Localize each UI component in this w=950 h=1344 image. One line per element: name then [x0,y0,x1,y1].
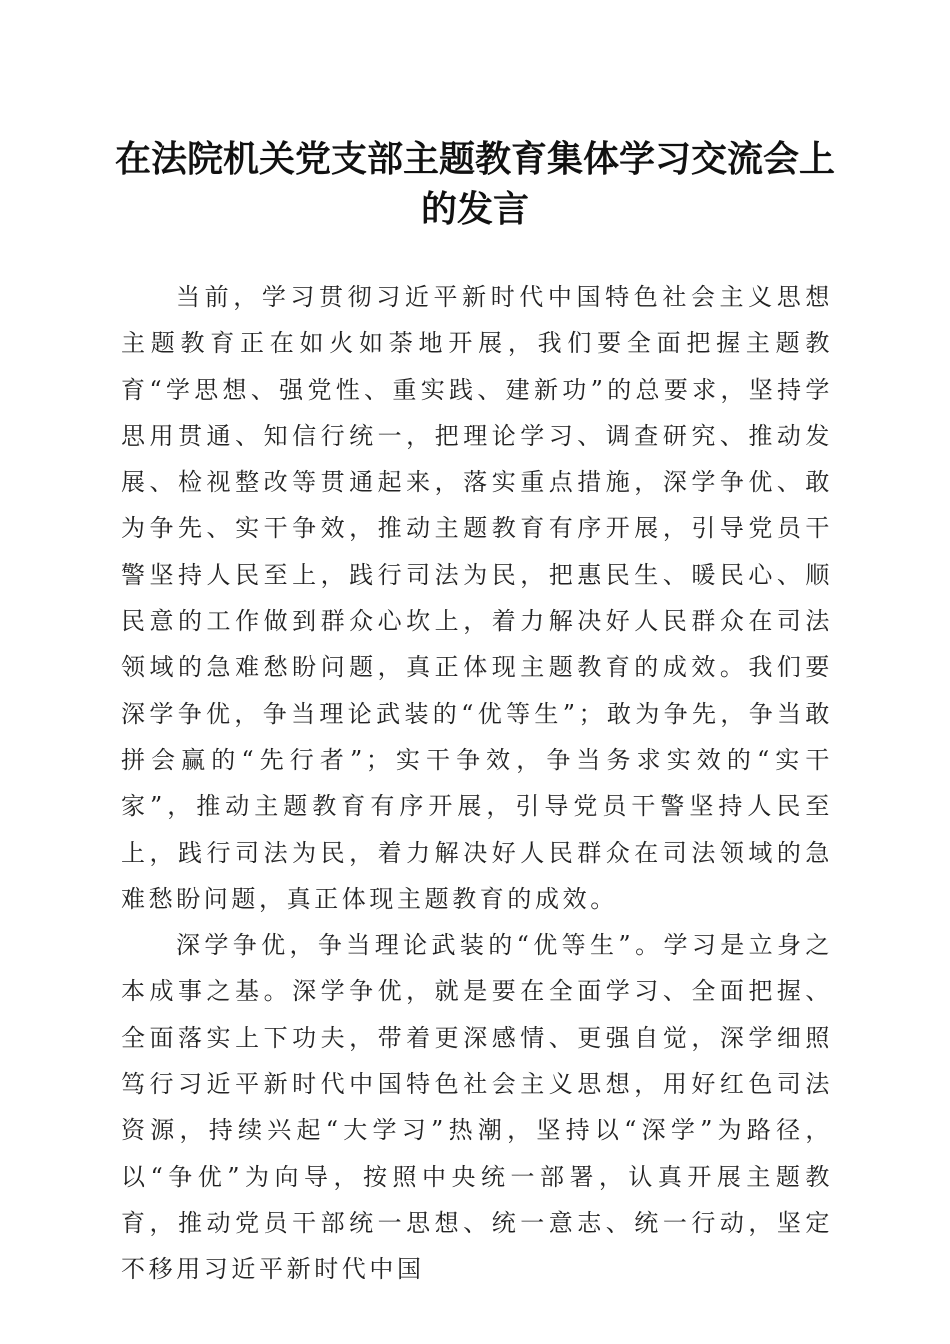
document-title: 在法院机关党支部主题教育集体学习交流会上的发言 [114,138,835,230]
paragraph-intro: 当前，学习贯彻习近平新时代中国特色社会主义思想主题教育正在如火如荼地开展，我们要全面把握主题教育“学思想、强党性、重实践、建新功”的总要求，坚持学思用贯通、知信行统一，把理论学习、调查研究、推动发展、检视整改等贯通起来，落实重点措施，深学争优、敢为争先、实干争效，推动主题教育有序开展，引导党员干警坚持人民至上，践行司法为民，把惠民生、暖民心、顺民意的工作做到群众心坎上，着力解决好人民群众在司法领域的急难愁盼问题，真正体现主题教育的成效。我们要深学争优，争当理论武装的“优等生”；敢为争先，争当敢拼会赢的“先行者”；实干争效，争当务求实效的“实干家”，推动主题教育有序开展，引导党员干警坚持人民至上，践行司法为民，着力解决好人民群众在司法领域的急难愁盼问题，真正体现主题教育的成效。 [121,283,833,913]
document-body [121,274,833,1293]
paragraph-deep-study: 深学争优，争当理论武装的“优等生”。学习是立身之本成事之基。深学争优，就是要在全面学习、全面把握、全面落实上下功夫，带着更深感情、更强自觉，深学细照笃行习近平新时代中国特色社会主义思想，用好红色司法资源，持续兴起“大学习”热潮，坚持以“深学”为路径，以“争优”为向导，按照中央统一部署，认真开展主题教育，推动党员干部统一思想、统一意志、统一行动，坚定不移用习近平新时代中国 [121,931,833,1284]
